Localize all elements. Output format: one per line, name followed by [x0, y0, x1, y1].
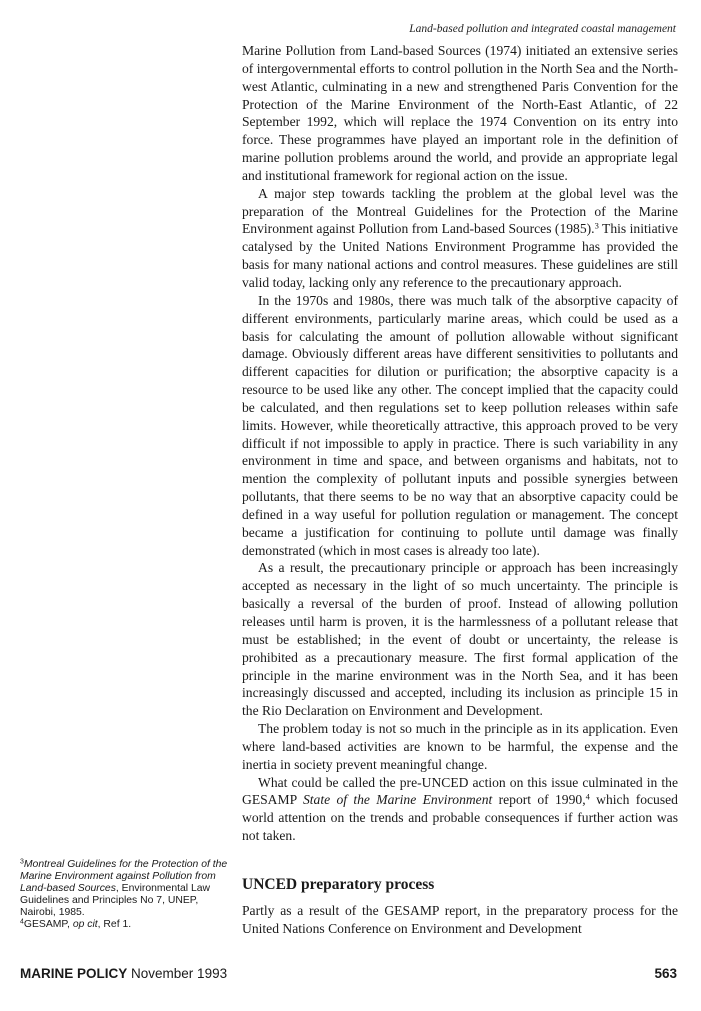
- issue-date: November 1993: [131, 966, 228, 981]
- page-number: 563: [654, 966, 677, 981]
- footnote-text: GESAMP,: [23, 919, 73, 930]
- journal-name: MARINE POLICY: [20, 966, 128, 981]
- paragraph-montreal-guidelines: [242, 185, 678, 292]
- running-head: Land-based pollution and integrated coastal management: [409, 23, 676, 35]
- paragraph-continued: Marine Pollution from Land-based Sources (1974) initiated an extensive series of intergovernmental efforts to control pollution in the North Sea and the North-west Atlantic, culminating in a new and strengthened Paris Convention for the Protection of the Marine Environment of the North-East Atlantic, of 22 September 1992, which will replace the 1974 Convention on its entry into force. These programmes have played an important role in the definition of marine pollution problems around the world, and provide an appropriate legal and institutional framework for regional action on the issue.: [242, 43, 678, 183]
- paragraph-gesamp: [242, 774, 678, 845]
- section-heading: UNCED preparatory process: [242, 876, 435, 893]
- paragraph-text: A major step towards tackling the problem at the global level was the preparation of the Montreal Guidelines for the Protection of the Marine Environment against Pollution from Land-based Sources (1985).: [242, 185, 678, 237]
- footnotes: [20, 859, 233, 931]
- paragraph-absorptive-capacity: In the 1970s and 1980s, there was much talk of the absorptive capacity of different environments, particularly marine areas, which could be used as a basis for calculating the amount of pollution allowable without significant damage. Obviously different areas have different sensitivities to pollutants and different capacities for dilution or purification; the absorptive capacity is a resource to be used like any other. The concept implied that the capacity could be calculated, and then regulations set to keep pollution releases within safe limits. However, while theoretically attractive, this approach proved to be very difficult if not impossible to apply in practice. There is such variability in any environment in time and space, and between organisms and habitats, not to mention the complexity of pollutant inputs and possible synergies between pollutants, that there seems to be no way that an absorptive capacity could be defined in a way useful for pollution regulation or management. The concept became a justification for continuing to pollute until damage was finally demonstrated (which in most cases is already too late).: [242, 292, 678, 558]
- journal-footer: [20, 966, 227, 982]
- footnote-number: 3: [20, 858, 24, 866]
- footnote-3: [20, 859, 233, 919]
- paragraph-text: report of 1990,: [492, 792, 586, 808]
- report-title: State of the Marine Environment: [302, 792, 493, 808]
- paragraph-text: What could be called the pre-UNCED action on this issue culminated in the GESAMP: [242, 774, 678, 808]
- footnote-number: 4: [20, 918, 24, 926]
- footnote-citation: op cit: [72, 919, 98, 930]
- paragraph-application-problem: The problem today is not so much in the principle as in its application. Even where land-based activities are known to be harmful, the expense and the inertia in society prevent meaningful change.: [242, 721, 678, 772]
- paragraph-text: which focused world attention on the trends and probable consequences if further action was not taken.: [242, 792, 678, 844]
- footnote-text: , Environmental Law Guidelines and Principles No 7, UNEP, Nairobi, 1985.: [20, 883, 211, 918]
- paragraph-text: This initiative catalysed by the United Nations Environment Programme has provided the basis for many national actions and control measures. These guidelines are still valid today, lacking only any reference to the precautionary approach.: [242, 221, 678, 290]
- footnote-title: Montreal Guidelines for the Protection of the Marine Environment against Pollution from Land-based Sources: [20, 859, 228, 894]
- footnote-ref-4: 4: [585, 791, 590, 802]
- footnote-4: [20, 919, 233, 931]
- footnote-text: , Ref 1.: [97, 919, 132, 930]
- main-text-column: [242, 42, 678, 845]
- section-paragraph: Partly as a result of the GESAMP report, in the preparatory process for the United Nations Conference on Environment and Development: [242, 903, 678, 936]
- footnote-ref-3: 3: [594, 220, 599, 231]
- paragraph-precautionary-principle: As a result, the precautionary principle or approach has been increasingly accepted as necessary in the light of so much uncertainty. The principle is basically a reversal of the burden of proof. Instead of allowing pollution releases until harm is proven, it is the harmlessness of a pollutant release that must be established; in the event of doubt or uncertainty, the release is prohibited as a precautionary measure. The first formal application of the principle in the marine environment was in the North Sea, and it has been increasingly discussed and accepted, including its inclusion as principle 15 in the Rio Declaration on Environment and Development.: [242, 560, 678, 719]
